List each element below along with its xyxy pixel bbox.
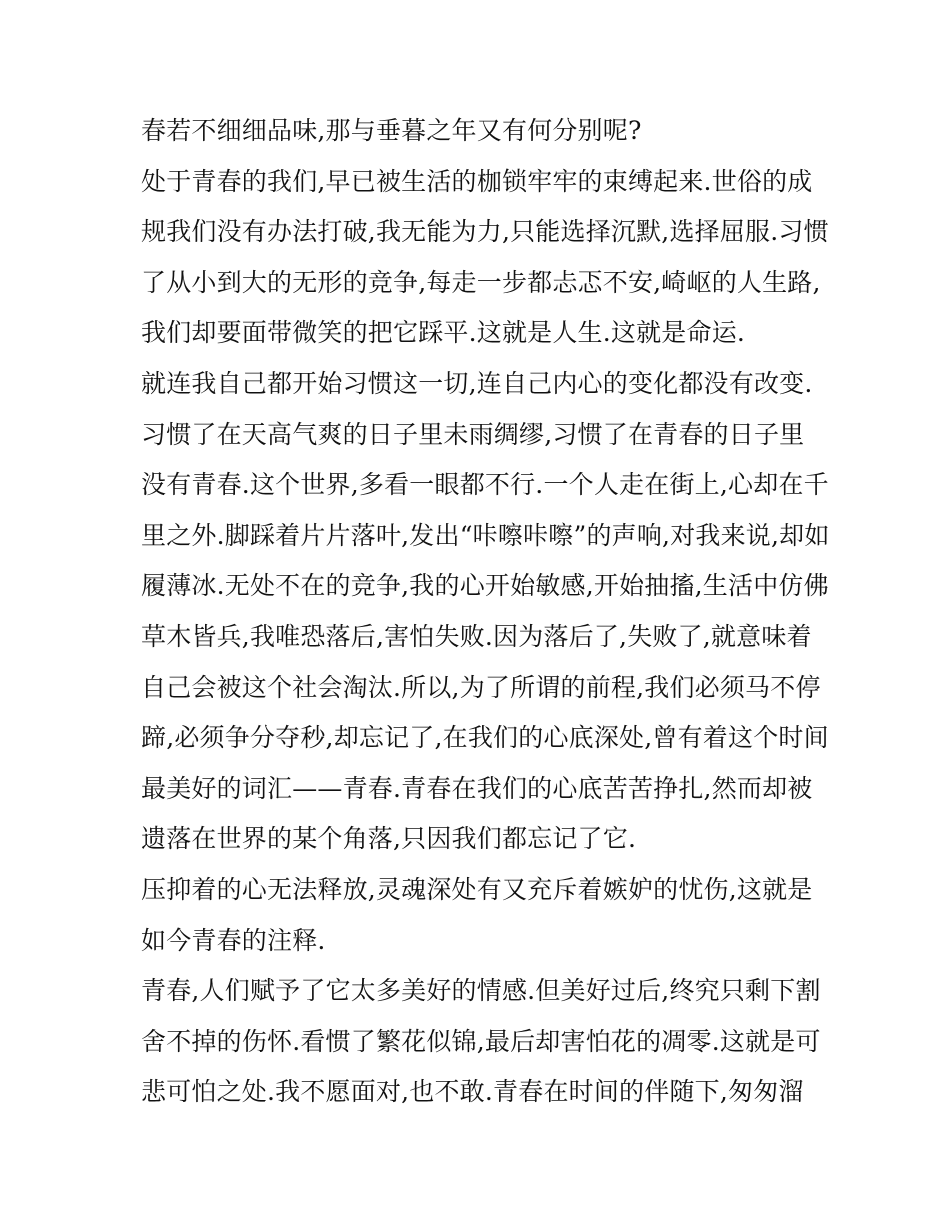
text-line: 压抑着的心无法释放,灵魂深处有又充斥着嫉妒的忧伤,这就是 [141,874,813,904]
text-line: 了从小到大的无形的竞争,每走一步都忐忑不安,崎岖的人生路, [141,267,821,297]
text-line: 自己会被这个社会淘汰.所以,为了所谓的前程,我们必须马不停 [141,672,821,702]
text-line: 春若不细细品味,那与垂暮之年又有何分别呢? [141,116,642,145]
text-line: 蹄,必须争分夺秒,却忘记了,在我们的心底深处,曾有着这个时间 [141,723,829,753]
text-line: 处于青春的我们,早已被生活的枷锁牢牢的束缚起来.世俗的成 [141,166,813,196]
text-line: 没有青春.这个世界,多看一眼都不行.一个人走在街上,心却在千 [141,470,829,500]
text-line: 草木皆兵,我唯恐落后,害怕失败.因为落后了,失败了,就意味着 [141,621,812,651]
text-line: 如今青春的注释. [141,925,326,955]
text-line: 悲可怕之处.我不愿面对,也不敢.青春在时间的伴随下,匆匆溜 [141,1077,804,1107]
text-line: 最美好的词汇——青春.青春在我们的心底苦苦挣扎,然而却被 [141,773,813,803]
text-line: 遗落在世界的某个角落,只因我们都忘记了它. [141,824,637,854]
text-line: 舍不掉的伤怀.看惯了繁花似锦,最后却害怕花的凋零.这就是可 [141,1026,821,1056]
text-line: 习惯了在天高气爽的日子里未雨绸缪,习惯了在青春的日子里 [141,419,805,449]
text-line: 我们却要面带微笑的把它踩平.这就是人生.这就是命运. [141,318,746,348]
text-line: 就连我自己都开始习惯这一切,连自己内心的变化都没有改变. [141,368,813,398]
text-line: 里之外.脚踩着片片落叶,发出“咔嚓咔嚓”的声响,对我来说,却如 [141,520,830,550]
text-line: 履薄冰.无处不在的竞争,我的心开始敏感,开始抽搐,生活中仿佛 [141,571,829,601]
body-text [141,106,830,1118]
text-line: 规我们没有办法打破,我无能为力,只能选择沉默,选择屈服.习惯 [141,217,829,247]
text-line: 青春,人们赋予了它太多美好的情感.但美好过后,终究只剩下割 [141,976,821,1006]
